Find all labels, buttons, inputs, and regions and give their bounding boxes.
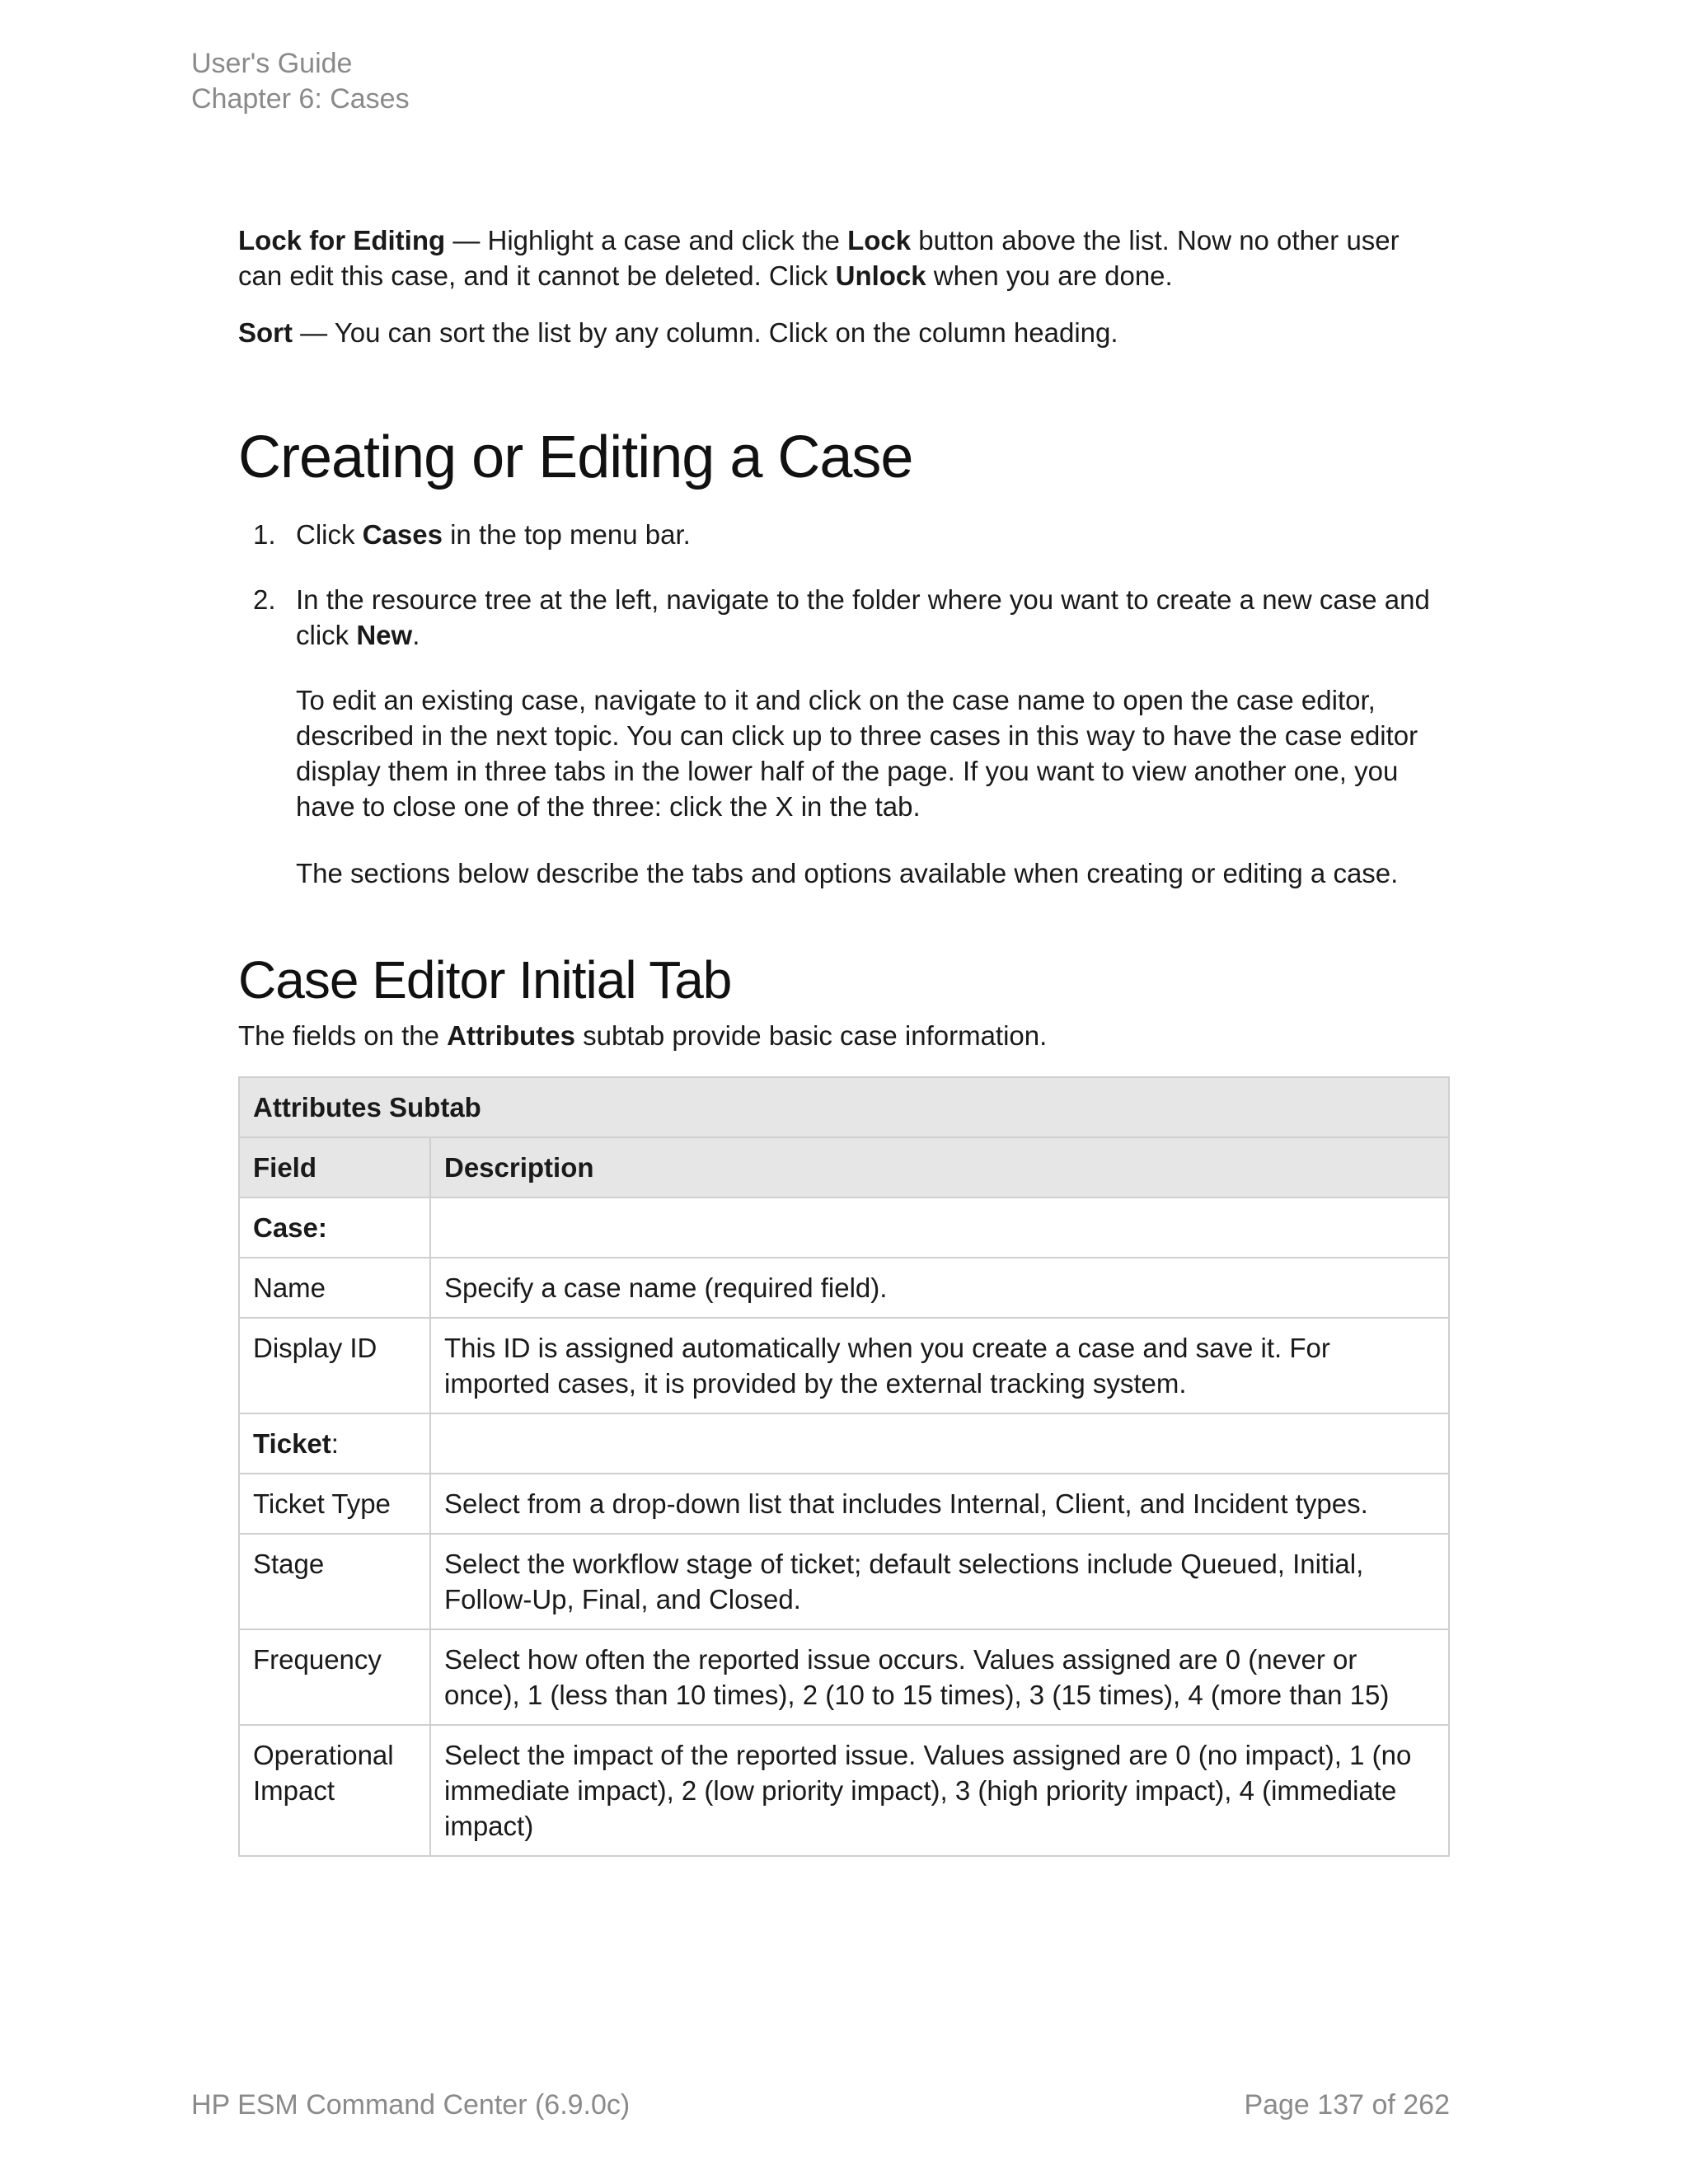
table-row xyxy=(239,1725,1449,1856)
description-cell: Select from a drop-down list that includes Internal, Client, and Incident types. xyxy=(430,1474,1449,1534)
attributes-term: Attributes xyxy=(447,1020,575,1051)
attributes-table xyxy=(238,1076,1450,1857)
group-label-case: Case: xyxy=(239,1197,430,1258)
field-cell: Ticket Type xyxy=(239,1474,430,1534)
lock-text-2: button above the list. Now no other user can edit this case, and it cannot be deleted. Click xyxy=(238,225,1400,291)
field-cell: Display ID xyxy=(239,1318,430,1413)
sections-below-paragraph: The sections below describe the tabs and options available when creating or editing a case. xyxy=(296,858,1399,888)
step-text: Click xyxy=(296,519,363,550)
column-header-field: Field xyxy=(239,1137,430,1197)
group-label-ticket xyxy=(239,1413,430,1474)
field-cell: Frequency xyxy=(239,1629,430,1725)
steps-list xyxy=(238,517,1450,653)
step-number: 1. xyxy=(253,519,276,550)
sort-term: Sort xyxy=(238,317,293,348)
section-title-case-editor: Case Editor Initial Tab xyxy=(238,950,732,1010)
table-group-row xyxy=(239,1413,1449,1474)
sort-paragraph xyxy=(238,315,1450,350)
intro-text: The fields on the xyxy=(238,1020,448,1051)
ticket-colon: : xyxy=(331,1428,339,1459)
description-cell: Select the workflow stage of ticket; default selections include Queued, Initial, Follow-Up, Final, and Closed. xyxy=(430,1534,1449,1629)
step-bold-text: Cases xyxy=(362,519,443,550)
column-header-description: Description xyxy=(430,1137,1449,1197)
table-row xyxy=(239,1258,1449,1318)
step-text: in the top menu bar. xyxy=(442,519,691,550)
footer-product: HP ESM Command Center (6.9.0c) xyxy=(191,2089,631,2121)
table-caption: Attributes Subtab xyxy=(239,1077,1449,1137)
description-cell: Select how often the reported issue occurs. Values assigned are 0 (never or once), 1 (less than 10 times), 2 (10 to 15 times), 3 (15 times), 4 (more than 15) xyxy=(430,1629,1449,1725)
field-cell: Operational Impact xyxy=(239,1725,430,1856)
step-item xyxy=(238,582,1450,653)
table-row xyxy=(239,1629,1449,1725)
running-header xyxy=(191,46,410,117)
sort-text: — You can sort the list by any column. Click on the column heading. xyxy=(293,317,1118,348)
group-empty-cell xyxy=(430,1197,1449,1258)
table-row xyxy=(239,1474,1449,1534)
table-header-row xyxy=(239,1137,1449,1197)
description-cell: This ID is assigned automatically when you create a case and save it. For imported cases, it is provided by the external tracking system. xyxy=(430,1318,1449,1413)
intro-text: subtab provide basic case information. xyxy=(575,1020,1048,1051)
lock-for-editing-paragraph xyxy=(238,223,1450,293)
group-empty-cell xyxy=(430,1413,1449,1474)
footer-page-number: Page 137 of 262 xyxy=(1244,2089,1450,2121)
edit-existing-paragraph: To edit an existing case, navigate to it and click on the case name to open the case editor, described in the next topic. You can click up to three cases in this way to have the case editor display them in three tabs in the lower half of the page. If you want to view another one, you have to close one of the three: click the X in the tab. xyxy=(296,685,1418,822)
chapter-title: Chapter 6: Cases xyxy=(191,83,410,115)
field-cell: Name xyxy=(239,1258,430,1318)
table-caption-row xyxy=(239,1077,1449,1137)
step-bold-text: New xyxy=(356,620,413,650)
guide-title: User's Guide xyxy=(191,48,353,79)
step-text: . xyxy=(412,620,420,650)
table-row xyxy=(239,1534,1449,1629)
lock-for-editing-term: Lock for Editing xyxy=(238,225,446,255)
section-title-creating-case: Creating or Editing a Case xyxy=(238,424,913,490)
field-cell: Stage xyxy=(239,1534,430,1629)
table-row xyxy=(239,1318,1449,1413)
attributes-intro-paragraph xyxy=(238,1018,1450,1053)
table-group-row xyxy=(239,1197,1449,1258)
ticket-label: Ticket xyxy=(253,1428,331,1459)
lock-text-3: when you are done. xyxy=(926,260,1173,291)
unlock-word: Unlock xyxy=(835,260,926,291)
lock-word: Lock xyxy=(847,225,912,255)
page-content xyxy=(238,223,1450,1857)
description-cell: Specify a case name (required field). xyxy=(430,1258,1449,1318)
step-item xyxy=(238,517,1450,552)
step-number: 2. xyxy=(253,584,276,615)
lock-text-1: — Highlight a case and click the xyxy=(445,225,848,255)
description-cell: Select the impact of the reported issue. Values assigned are 0 (no impact), 1 (no immediate impact), 2 (low priority impact), 3 (high priority impact), 4 (immediate impact) xyxy=(430,1725,1449,1856)
step-text: In the resource tree at the left, navigate to the folder where you want to create a new case and click xyxy=(296,584,1430,650)
